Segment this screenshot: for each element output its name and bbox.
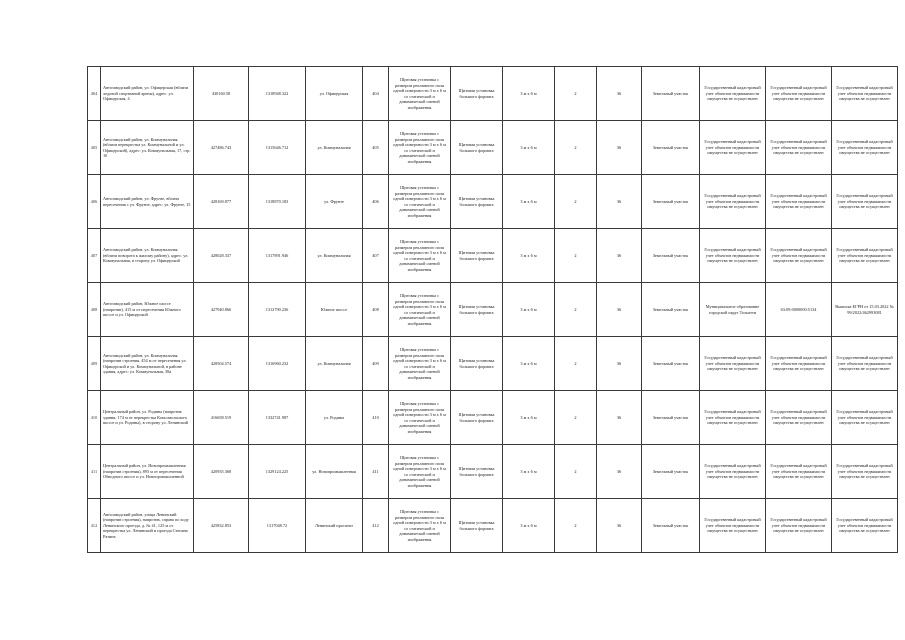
cell-address: Автозаводский район, ул. Офицерская (вблизи ледовой спортивной арены), адрес: ул. Офицерская, 4	[101, 67, 194, 121]
cell-address: Автозаводский район, улица Ленинский (напротив строения), напротив, справа по ходу Ленинского проезда, д. № 41, 125 м от перекрестка ул. Ленинский и проезда Степана Разина	[101, 499, 194, 553]
cell-coord-y: 1312790.236	[249, 283, 306, 337]
cell-land-type: Земельный участок	[642, 67, 700, 121]
table-row	[88, 391, 898, 445]
cell-place: ул. Коммунальная	[306, 229, 363, 283]
cell-rights-document: Государственный кадастровый учет объектов недвижимости имущества не осуществлен	[832, 445, 898, 499]
cell-area: 36	[597, 121, 642, 175]
cell-address: Центральный район, ул. Новопромышленная (напротив строения), 895 м от пересечения Обводного шоссе и ул. Новопромышленной	[101, 445, 194, 499]
cell-land-type: Земельный участок	[642, 499, 700, 553]
cell-rights-document: Выписка ЕГРН от 15.03.2022 № 99/2022/462993081	[832, 283, 898, 337]
cell-owner: Государственный кадастровый учет объектов недвижимости имущества не осуществлен	[700, 499, 766, 553]
cell-sides-count: 2	[555, 391, 597, 445]
cell-number: 409	[88, 337, 101, 391]
cell-area: 36	[597, 67, 642, 121]
cell-coord-y: 1332741.987	[249, 391, 306, 445]
cell-coord-x: 425832.853	[194, 499, 249, 553]
cell-scheme-number: 404	[363, 67, 389, 121]
cell-cadastral-number: 63:09:0000000:5134	[766, 283, 832, 337]
cell-number: 408	[88, 283, 101, 337]
cell-structure-kind: Щитовая установка большого формата	[451, 283, 503, 337]
cell-place: Ленинский проспект	[306, 499, 363, 553]
cell-address: Автозаводский район, Южное шоссе (напротив), 415 м от пересечения Южного шоссе и ул. Офицерской	[101, 283, 194, 337]
cell-coord-y: 1316960.232	[249, 337, 306, 391]
cell-address: Автозаводский район, ул. Коммунальная (вблизи поворота к жилому району), адрес: ул. Коммунальная, в сторону ул. Офицерской	[101, 229, 194, 283]
cell-land-type: Земельный участок	[642, 283, 700, 337]
table-row	[88, 283, 898, 337]
cell-scheme-number: 405	[363, 121, 389, 175]
cell-structure-type: Щитовая установка с размером рекламного поля одной поверхности 3 м х 6 м со статической и динамической сменой изображения	[389, 229, 451, 283]
cell-place: ул. Коммунальная	[306, 337, 363, 391]
cell-sides-count: 2	[555, 67, 597, 121]
cell-place: ул. Коммунальная	[306, 121, 363, 175]
cell-land-type: Земельный участок	[642, 175, 700, 229]
cell-number: 407	[88, 229, 101, 283]
cell-coord-x: 428028.337	[194, 229, 249, 283]
cell-coord-x: 420935.368	[194, 445, 249, 499]
cell-sides-count: 2	[555, 445, 597, 499]
cell-place: Южное шоссе	[306, 283, 363, 337]
cell-cadastral-number: Государственный кадастровый учет объектов недвижимости имущества не осуществлен	[766, 67, 832, 121]
cell-scheme-number: 407	[363, 229, 389, 283]
cell-address: Центральный район, ул. Родины (напротив здания, 174 м от перекрестка Комсомольского шоссе и ул. Родины), в сторону ул. Ленинский	[101, 391, 194, 445]
cell-scheme-number: 409	[363, 337, 389, 391]
table-row	[88, 337, 898, 391]
cell-address: Автозаводский район, ул. Коммунальная (напротив строения, 454 м от пересечения ул. Офицерской и ул. Коммунальной, в районе здания, адрес: ул. Коммунальная, 38а	[101, 337, 194, 391]
cell-structure-type: Щитовая установка с размером рекламного поля одной поверхности 3 м х 6 м со статической и динамической сменой изображения	[389, 121, 451, 175]
cell-size: 3 м х 6 м	[503, 337, 555, 391]
cell-rights-document: Государственный кадастровый учет объектов недвижимости имущества не осуществлен	[832, 391, 898, 445]
cell-sides-count: 2	[555, 283, 597, 337]
cell-number: 404	[88, 67, 101, 121]
cell-scheme-number: 410	[363, 391, 389, 445]
cell-owner: Государственный кадастровый учет объектов недвижимости имущества не осуществлен	[700, 175, 766, 229]
cell-land-type: Земельный участок	[642, 391, 700, 445]
table-row	[88, 175, 898, 229]
cell-address: Автозаводский район, ул. Коммунальная (вблизи перекрестка ул. Коммунальной и ул. Офицерской), адрес: ул. Коммунальная, 17, стр. 10	[101, 121, 194, 175]
cell-owner: Государственный кадастровый учет объектов недвижимости имущества не осуществлен	[700, 121, 766, 175]
cell-cadastral-number: Государственный кадастровый учет объектов недвижимости имущества не осуществлен	[766, 391, 832, 445]
cell-area: 36	[597, 499, 642, 553]
cell-land-type: Земельный участок	[642, 445, 700, 499]
cell-sides-count: 2	[555, 175, 597, 229]
cell-land-type: Земельный участок	[642, 337, 700, 391]
cell-number: 411	[88, 445, 101, 499]
cell-area: 36	[597, 175, 642, 229]
cell-scheme-number: 406	[363, 175, 389, 229]
cell-owner: Государственный кадастровый учет объектов недвижимости имущества не осуществлен	[700, 337, 766, 391]
cell-structure-type: Щитовая установка с размером рекламного поля одной поверхности 3 м х 6 м со статической и динамической сменой изображения	[389, 391, 451, 445]
cell-structure-kind: Щитовая установка большого формата	[451, 445, 503, 499]
cell-rights-document: Государственный кадастровый учет объектов недвижимости имущества не осуществлен	[832, 121, 898, 175]
cell-coord-y: 1317048.72	[249, 499, 306, 553]
cell-rights-document: Государственный кадастровый учет объектов недвижимости имущества не осуществлен	[832, 67, 898, 121]
cell-size: 3 м х 6 м	[503, 391, 555, 445]
cell-structure-kind: Щитовая установка большого формата	[451, 337, 503, 391]
cell-scheme-number: 412	[363, 499, 389, 553]
cell-cadastral-number: Государственный кадастровый учет объектов недвижимости имущества не осуществлен	[766, 337, 832, 391]
cell-cadastral-number: Государственный кадастровый учет объектов недвижимости имущества не осуществлен	[766, 121, 832, 175]
cell-scheme-number: 411	[363, 445, 389, 499]
table-row	[88, 229, 898, 283]
cell-structure-kind: Щитовая установка большого формата	[451, 175, 503, 229]
cell-coord-y: 1318870.183	[249, 175, 306, 229]
cell-owner: Государственный кадастровый учет объектов недвижимости имущества не осуществлен	[700, 229, 766, 283]
cell-coord-y: 1329124.225	[249, 445, 306, 499]
cell-number: 410	[88, 391, 101, 445]
cell-structure-kind: Щитовая установка большого формата	[451, 67, 503, 121]
cell-place: ул. Офицерская	[306, 67, 363, 121]
cell-cadastral-number: Государственный кадастровый учет объектов недвижимости имущества не осуществлен	[766, 445, 832, 499]
table-row	[88, 445, 898, 499]
cell-size: 3 м х 6 м	[503, 121, 555, 175]
advertising-structures-table	[87, 66, 898, 553]
cell-area: 36	[597, 445, 642, 499]
cell-address: Автозаводский район, ул. Фрунзе, вблизи пересечения с ул. Фрунзе, адрес: ул. Фрунзе, 15	[101, 175, 194, 229]
cell-structure-type: Щитовая установка с размером рекламного поля одной поверхности 3 м х 6 м со статической и динамической сменой изображения	[389, 445, 451, 499]
table-row	[88, 67, 898, 121]
cell-coord-x: 427940.866	[194, 283, 249, 337]
cell-coord-y: 1315646.712	[249, 121, 306, 175]
cell-structure-kind: Щитовая установка большого формата	[451, 391, 503, 445]
cell-place: ул. Новопромышленная	[306, 445, 363, 499]
cell-owner: Муниципальное образование городской округ Тольятти	[700, 283, 766, 337]
cell-land-type: Земельный участок	[642, 229, 700, 283]
cell-structure-kind: Щитовая установка большого формата	[451, 229, 503, 283]
table-body	[88, 67, 898, 553]
cell-size: 3 м х 6 м	[503, 229, 555, 283]
cell-structure-type: Щитовая установка с размером рекламного поля одной поверхности 3 м х 6 м со статической и динамической сменой изображения	[389, 175, 451, 229]
cell-structure-type: Щитовая установка с размером рекламного поля одной поверхности 3 м х 6 м со статической и динамической сменой изображения	[389, 337, 451, 391]
table-row	[88, 499, 898, 553]
table-row	[88, 121, 898, 175]
cell-sides-count: 2	[555, 337, 597, 391]
cell-area: 36	[597, 283, 642, 337]
cell-coord-x: 430160.58	[194, 67, 249, 121]
cell-coord-y: 1317891.946	[249, 229, 306, 283]
cell-place: ул. Родины	[306, 391, 363, 445]
cell-area: 36	[597, 391, 642, 445]
cell-rights-document: Государственный кадастровый учет объектов недвижимости имущества не осуществлен	[832, 175, 898, 229]
cell-structure-kind: Щитовая установка большого формата	[451, 121, 503, 175]
cell-rights-document: Государственный кадастровый учет объектов недвижимости имущества не осуществлен	[832, 337, 898, 391]
cell-coord-y: 1318948.322	[249, 67, 306, 121]
cell-area: 36	[597, 229, 642, 283]
cell-size: 3 м х 6 м	[503, 445, 555, 499]
cell-sides-count: 2	[555, 121, 597, 175]
cell-rights-document: Государственный кадастровый учет объектов недвижимости имущества не осуществлен	[832, 229, 898, 283]
cell-size: 3 м х 6 м	[503, 283, 555, 337]
cell-scheme-number: 408	[363, 283, 389, 337]
cell-sides-count: 2	[555, 229, 597, 283]
cell-number: 406	[88, 175, 101, 229]
cell-cadastral-number: Государственный кадастровый учет объектов недвижимости имущества не осуществлен	[766, 229, 832, 283]
cell-size: 3 м х 6 м	[503, 175, 555, 229]
cell-coord-x: 427486.743	[194, 121, 249, 175]
cell-size: 3 м х 6 м	[503, 67, 555, 121]
cell-owner: Государственный кадастровый учет объектов недвижимости имущества не осуществлен	[700, 67, 766, 121]
cell-number: 405	[88, 121, 101, 175]
cell-size: 3 м х 6 м	[503, 499, 555, 553]
cell-coord-x: 428504.574	[194, 337, 249, 391]
cell-cadastral-number: Государственный кадастровый учет объектов недвижимости имущества не осуществлен	[766, 175, 832, 229]
cell-structure-type: Щитовая установка с размером рекламного поля одной поверхности 3 м х 6 м со статической и динамической сменой изображения	[389, 499, 451, 553]
cell-structure-type: Щитовая установка с размером рекламного поля одной поверхности 3 м х 6 м со статической и динамической сменой изображения	[389, 67, 451, 121]
cell-owner: Государственный кадастровый учет объектов недвижимости имущества не осуществлен	[700, 391, 766, 445]
cell-rights-document: Государственный кадастровый учет объектов недвижимости имущества не осуществлен	[832, 499, 898, 553]
cell-cadastral-number: Государственный кадастровый учет объектов недвижимости имущества не осуществлен	[766, 499, 832, 553]
cell-land-type: Земельный участок	[642, 121, 700, 175]
cell-area: 36	[597, 337, 642, 391]
cell-coord-x: 416658.519	[194, 391, 249, 445]
cell-structure-kind: Щитовая установка большого формата	[451, 499, 503, 553]
cell-coord-x: 428169.877	[194, 175, 249, 229]
cell-owner: Государственный кадастровый учет объектов недвижимости имущества не осуществлен	[700, 445, 766, 499]
cell-number: 412	[88, 499, 101, 553]
cell-place: ул. Фрунзе	[306, 175, 363, 229]
cell-structure-type: Щитовая установка с размером рекламного поля одной поверхности 3 м х 6 м со статической и динамической сменой изображения	[389, 283, 451, 337]
cell-sides-count: 2	[555, 499, 597, 553]
